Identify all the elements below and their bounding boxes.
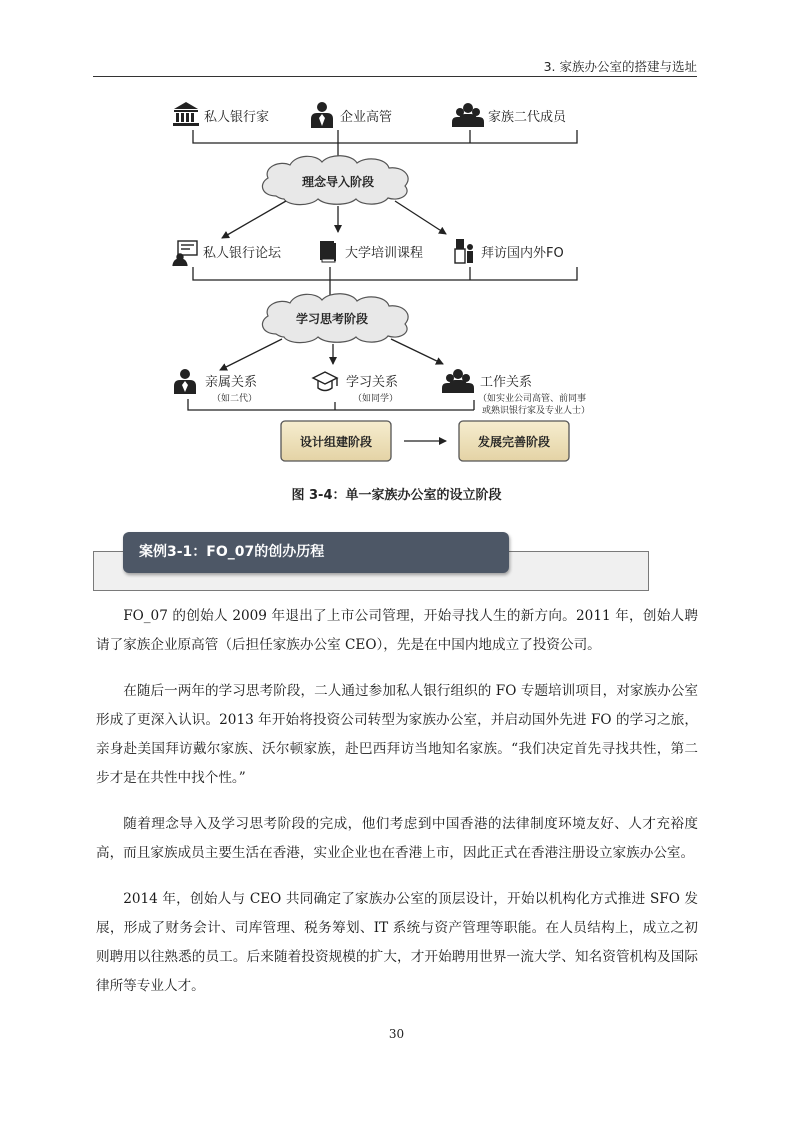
graduation-cap-icon	[313, 372, 337, 391]
stage-box-develop	[459, 421, 569, 461]
paragraph: 2014 年，创始人与 CEO 共同确定了家族办公室的顶层设计，开始以机构化方式推进 SFO 发展，形成了财务会计、司库管理、税务筹划、IT 系统与资产管理等职能。在人员结构上，成立之初则聘用以往熟悉的员工。后来随着投资规模的扩大，才开始聘用世界一流大学、知名资管机构及国际律所等专业人才。	[96, 891, 698, 994]
stage-label: 设计组建阶段	[299, 435, 373, 449]
flow-arrow	[391, 339, 443, 364]
source-label: 私人银行家	[204, 110, 270, 125]
flow-arrow	[220, 339, 282, 370]
relation-label: 亲属关系	[205, 375, 258, 390]
channel-visit-fo	[455, 239, 564, 263]
stage-cloud-learning	[262, 294, 408, 343]
relation-work	[442, 369, 590, 416]
flow-arrow	[222, 201, 286, 238]
figure-caption: 图 3-4：单一家族办公室的设立阶段	[291, 488, 502, 503]
stage-label: 发展完善阶段	[477, 435, 551, 449]
stage-label: 学习思考阶段	[295, 312, 369, 326]
channel-label: 私人银行论坛	[203, 246, 282, 261]
forum-speaker-icon	[173, 241, 197, 266]
visit-people-icon	[455, 239, 473, 263]
channel-university-course	[320, 241, 423, 262]
paragraph: FO_07 的创始人 2009 年退出了上市公司管理，开始寻找人生的新方向。2011 年，创始人聘请了家族企业原高管（后担任家族办公室 CEO），先是在中国内地成立了投资公司。	[96, 608, 698, 653]
page-number: 30	[388, 1027, 405, 1041]
relation-kinship	[174, 369, 257, 404]
flow-arrow	[395, 201, 446, 234]
family-group-icon	[452, 103, 484, 127]
bracket-line	[193, 130, 577, 143]
relation-note: （如实业公司高管、前同事	[478, 394, 587, 404]
relation-label: 学习关系	[346, 375, 399, 390]
channel-label: 大学培训课程	[345, 246, 424, 261]
relation-note: （如同学）	[353, 394, 399, 404]
book-icon	[320, 241, 336, 262]
executive-icon	[311, 102, 333, 128]
source-private-banker	[173, 102, 269, 126]
relation-note: （如二代）	[212, 394, 258, 404]
source-executive	[311, 102, 392, 128]
paragraph: 随着理念导入及学习思考阶段的完成，他们考虑到中国香港的法律制度环境友好、人才充裕度高，而且家族成员主要生活在香港，实业企业也在香港上市，因此正式在香港注册设立家族办公室。	[96, 816, 698, 861]
source-label: 家族二代成员	[488, 110, 567, 125]
person-icon	[174, 369, 196, 394]
bracket-line	[193, 267, 577, 280]
stage-cloud-concept	[262, 156, 408, 205]
stage-diagram	[0, 0, 793, 480]
body-text	[96, 602, 698, 1018]
relation-note: 或熟识银行家及专业人士）	[482, 406, 591, 416]
case-title: 案例3-1：FO_07的创办历程	[123, 532, 509, 573]
work-group-icon	[442, 369, 474, 393]
stage-box-design	[281, 421, 391, 461]
paragraph: 在随后一两年的学习思考阶段，二人通过参加私人银行组织的 FO 专题培训项目，对家族办公室形成了更深入认识。2013 年开始将投资公司转型为家族办公室，并启动国外先进 FO 的学习之旅，亲身赴美国拜访戴尔家族、沃尔顿家族，赴巴西拜访当地知名家族。“我们决定首先寻找共性，第二步才是在共性中找个性。”	[96, 683, 698, 786]
relation-study	[313, 372, 398, 404]
channel-label: 拜访国内外FO	[481, 246, 564, 261]
source-label: 企业高管	[340, 110, 393, 125]
stage-label: 理念导入阶段	[301, 175, 375, 189]
running-header: 3. 家族办公室的搭建与选址	[543, 59, 697, 74]
channel-private-bank-forum	[173, 241, 282, 266]
relation-label: 工作关系	[480, 375, 533, 390]
bank-icon	[173, 102, 199, 126]
source-second-generation	[452, 103, 567, 127]
